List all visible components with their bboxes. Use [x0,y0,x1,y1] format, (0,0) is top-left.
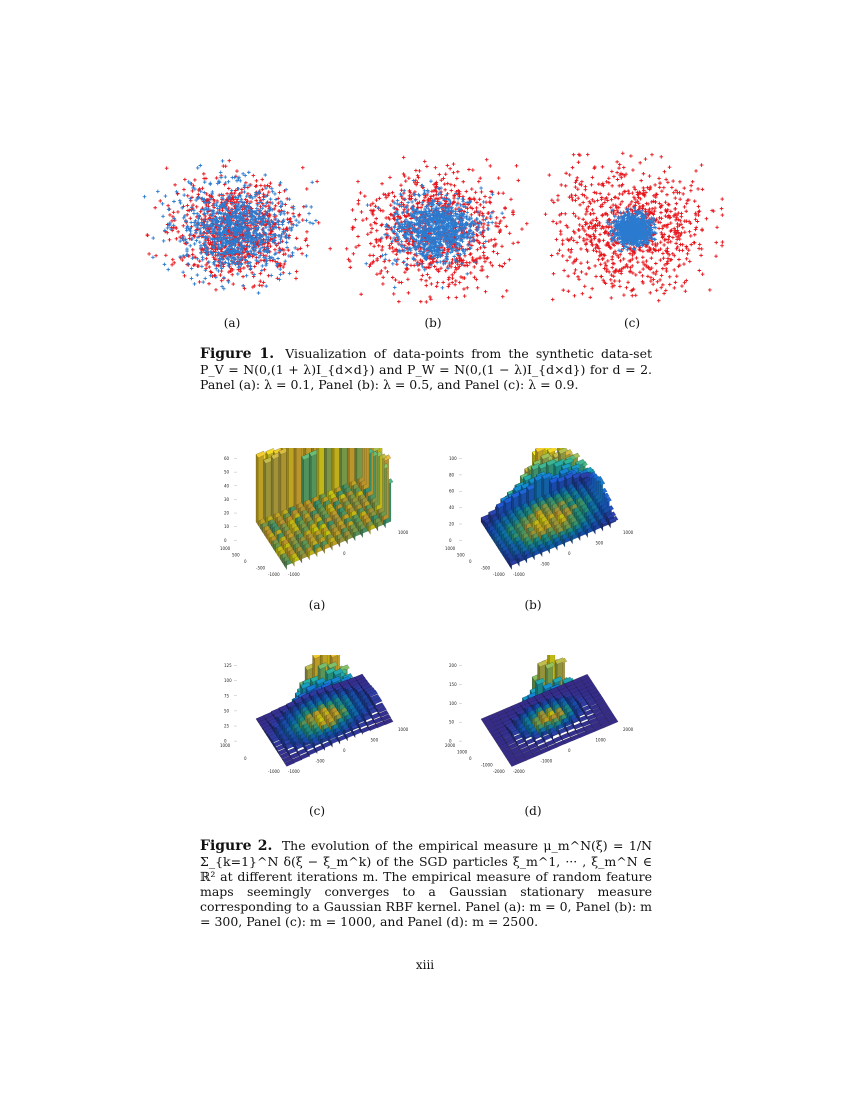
z-tick-label: 100 [449,456,457,461]
fig2-panel-a [218,448,418,580]
z-tick-label: 0 [224,738,227,744]
series-w-points [143,159,318,295]
y-tick-label: -1000 [513,572,525,577]
y-tick-label: -1000 [540,758,553,764]
histogram-bars [481,655,618,767]
x-tick-label: 1000 [457,749,468,755]
z-tick-label: 50 [224,469,230,475]
x-tick-label: 1000 [445,546,456,551]
x-tick-label: -1000 [268,769,280,774]
x-tick-label: 1000 [220,743,231,748]
z-tick-label: 0 [449,738,452,744]
z-axis-ticks [449,663,462,744]
figure2-caption-text: The evolution of the empirical measure μ_m^N(ξ) = 1/N Σ_{k=1}^N δ(ξ − ξ_m^k) of the SGD particles ξ_m^1, ··· , ξ_m^N ∈ ℝ² at different iterations m. The empirical measure of random feature maps seemingly converges to a Gaussian stationary measure corresponding to a Gaussian RBF kernel. Panel (a): m = 0, Panel (b): m = 300, Panel (c): m = 1000, and Panel (d): m = 2500. [200,838,653,929]
x-tick-label: 0 [469,559,472,564]
z-tick-label: 20 [449,521,455,527]
y-tick-label: -500 [540,561,550,567]
y-tick-label: 0 [568,551,571,556]
z-tick-label: 30 [224,496,230,502]
x-tick-label: 0 [244,559,247,564]
figure2-caption-label: Figure 2. [200,838,273,854]
histogram-bars [256,655,393,767]
x-tick-label: -1000 [481,762,493,768]
figure2-caption [200,838,652,929]
x-tick-label: 2000 [445,743,456,748]
y-tick-label: -1000 [288,572,300,577]
z-tick-label: 80 [449,472,455,478]
z-tick-label: 200 [449,663,457,668]
x-tick-label: -2000 [493,769,505,774]
z-tick-label: 0 [449,537,452,543]
figure1-caption-label: Figure 1. [200,346,275,362]
y-tick-label: 500 [370,737,379,743]
z-tick-label: 150 [449,681,457,687]
y-tick-label: 1000 [398,727,409,732]
fig1-panel-a [135,150,335,305]
y-tick-label: 1000 [398,530,409,535]
fig1-label-b: (b) [424,316,442,330]
z-tick-label: 0 [224,537,227,543]
x-tick-label: 500 [232,552,240,558]
z-tick-label: 20 [224,510,230,516]
z-tick-label: 75 [224,693,230,699]
page-number: xiii [415,958,435,972]
y-tick-label: -1000 [288,769,300,774]
z-tick-label: 40 [449,505,455,511]
fig1-label-c: (c) [623,316,641,330]
y-tick-label: -500 [315,758,325,764]
histogram-bars [481,448,618,570]
fig2-label-c: (c) [308,804,326,818]
y-tick-label: 1000 [623,530,633,535]
z-tick-label: 40 [224,483,230,489]
z-tick-label: 125 [224,663,232,668]
z-tick-label: 60 [449,488,455,494]
x-tick-label: -1000 [268,572,280,577]
z-tick-label: 10 [224,524,230,530]
z-tick-label: 50 [449,719,455,725]
z-axis-ticks [224,456,237,543]
x-tick-label: -500 [256,565,266,571]
y-tick-label: 0 [568,748,571,753]
fig2-panel-b [443,448,633,580]
z-tick-label: 100 [449,700,457,706]
y-tick-label: 1000 [595,737,606,743]
x-tick-label: 1000 [220,546,231,551]
fig2-panel-c [218,655,418,777]
y-tick-label: 2000 [623,727,634,732]
z-axis-ticks [449,456,462,543]
fig1-label-a: (a) [223,316,241,330]
x-tick-label: 500 [457,552,465,558]
z-tick-label: 25 [224,723,230,729]
fig2-label-a: (a) [308,598,326,612]
z-tick-label: 100 [224,678,232,684]
figure1-caption-text: Visualization of data-points from the synthetic data-set P_V = N(0,(1 + λ)I_{d×d}) and P_W = N(0,(1 − λ)I_{d×d}) for d = 2. Panel (a): λ = 0.1, Panel (b): λ = 0.5, and Panel (c): λ = 0.9. [200,346,652,392]
fig2-panel-d [443,655,643,777]
x-tick-label: -500 [481,565,491,571]
z-tick-label: 50 [224,708,230,714]
fig1-panel-c [540,150,725,305]
fig2-label-b: (b) [524,598,542,612]
y-tick-label: 500 [595,540,604,546]
figure1-caption [200,346,652,392]
z-tick-label: 60 [224,456,230,461]
x-tick-label: 0 [244,756,247,761]
x-axis-ticks [220,546,280,577]
y-tick-label: 0 [343,748,346,753]
x-axis-ticks [220,743,280,774]
fig1-panel-b [340,150,530,305]
x-axis-ticks [445,743,505,774]
y-tick-label: 0 [343,551,346,556]
z-axis-ticks [224,663,237,744]
fig2-label-d: (d) [524,804,542,818]
y-tick-label: -2000 [513,769,525,774]
x-tick-label: -1000 [493,572,505,577]
histogram-bars [256,448,393,570]
x-tick-label: 0 [469,756,472,761]
x-axis-ticks [445,546,505,577]
